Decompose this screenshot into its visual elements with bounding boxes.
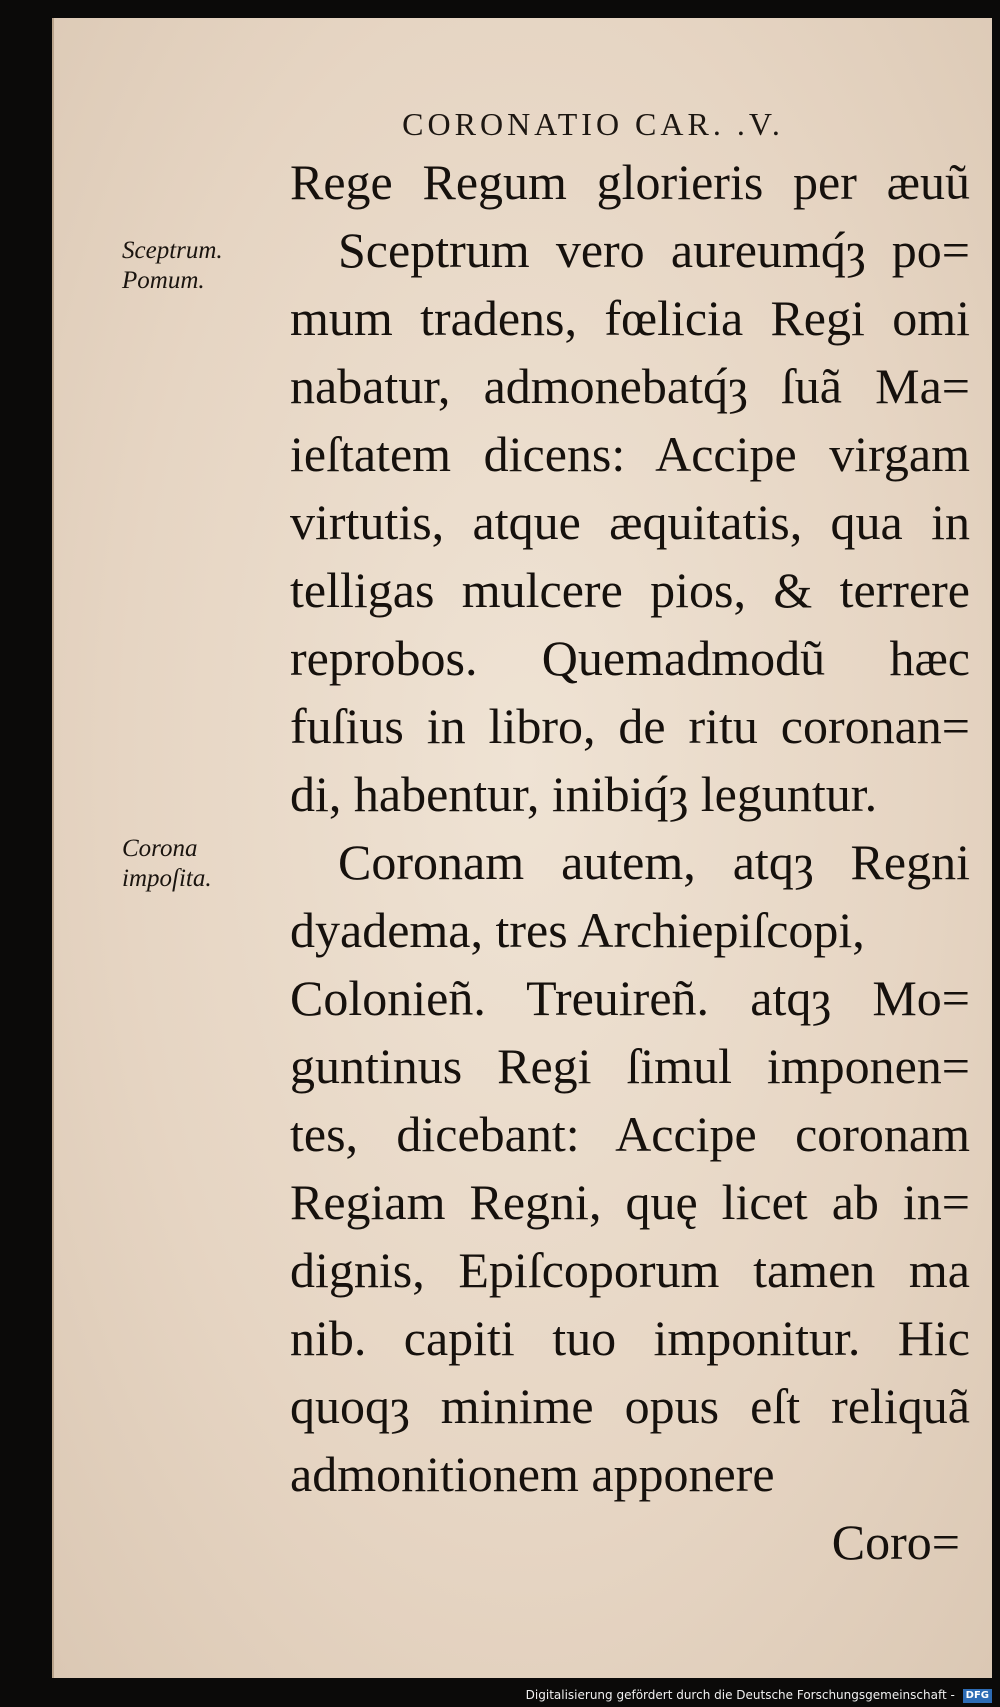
text-line: guntinus Regi ſimul imponen= (290, 1038, 970, 1094)
credit-text: Digitalisierung gefördert durch die Deutsche Forschungsgemeinschaft - (525, 1688, 955, 1702)
text-line: dyadema, tres Archiepiſcopi, (290, 902, 865, 958)
catchword: Coro= (831, 1514, 960, 1570)
margin-note-line: Sceptrum. (122, 237, 223, 264)
text-line: di, habentur, inibiq́ȝ leguntur. (290, 766, 878, 822)
margin-note-line: impoſita. (122, 865, 212, 892)
dfg-logo: DFG (963, 1689, 992, 1703)
text-line: reprobos. Quemadmodũ hæc (290, 630, 970, 686)
text-line: Colonieñ. Treuireñ. atqȝ Mo= (290, 970, 970, 1026)
book-page (52, 18, 992, 1678)
text-line: Rege Regum glorieris per æuũ (290, 154, 970, 210)
body-text (290, 148, 970, 1576)
text-line: fuſius in libro, de ritu coronan= (290, 698, 970, 754)
running-header: CORONATIO CAR. .V. (402, 106, 784, 142)
margin-note-line: Pomum. (122, 267, 205, 294)
text-line: telligas mulcere pios, & terrere (290, 562, 970, 618)
text-line: ieſtatem dicens: Accipe virgam (290, 426, 970, 482)
text-line: Coronam autem, atqȝ Regni (338, 834, 970, 890)
text-line: tes, dicebant: Accipe coronam (290, 1106, 970, 1162)
digitization-credit (0, 1684, 1000, 1707)
text-line: Regiam Regni, quę licet ab in= (290, 1174, 970, 1230)
text-line: dignis, Epiſcoporum tamen ma (290, 1242, 970, 1298)
text-line: Sceptrum vero aureumq́ȝ po= (338, 222, 970, 278)
margin-note-corona (122, 834, 212, 894)
text-line: mum tradens, fœlicia Regi omi (290, 290, 970, 346)
text-line: virtutis, atque æquitatis, qua in (290, 494, 970, 550)
text-line: nabatur, admonebatq́ȝ ſuã Ma= (290, 358, 970, 414)
text-line: admonitionem apponere (290, 1446, 775, 1502)
text-line: nib. capiti tuo imponitur. Hic (290, 1310, 970, 1366)
margin-note-line: Corona (122, 835, 198, 862)
text-line: quoqȝ minime opus eſt reliquã (290, 1378, 970, 1434)
margin-note-sceptrum (122, 236, 223, 296)
